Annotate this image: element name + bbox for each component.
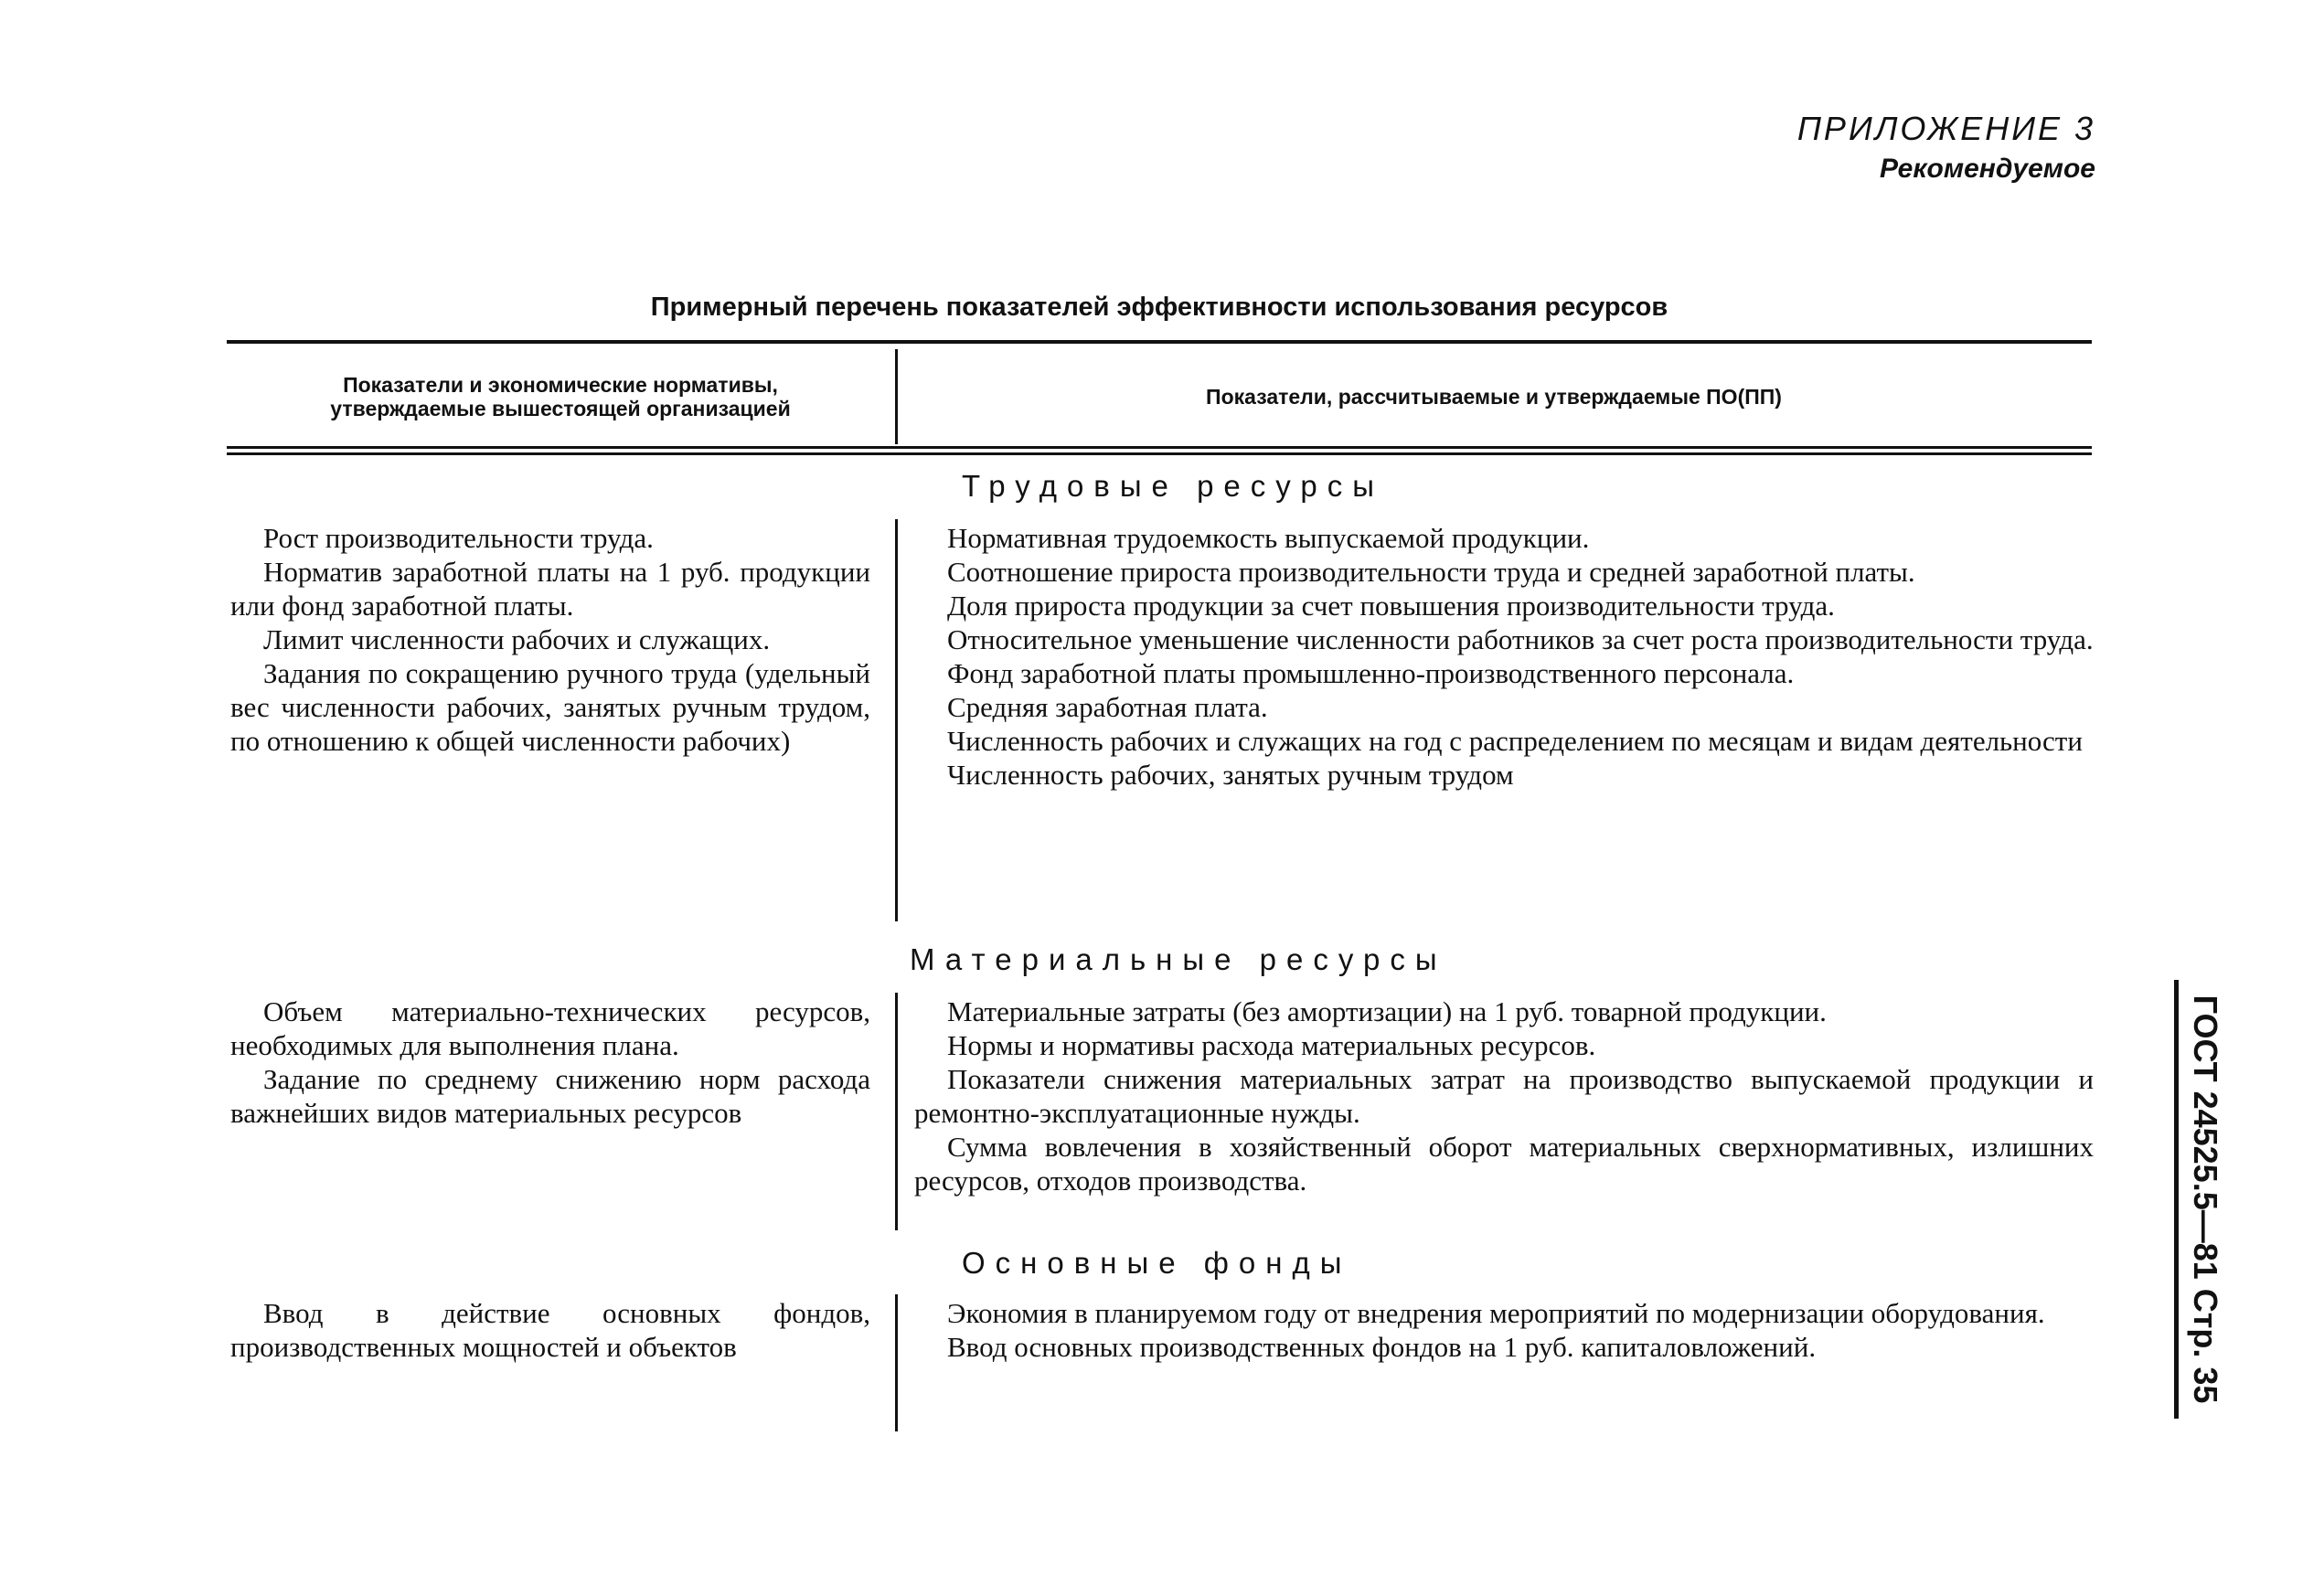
labor-right-item: Численность рабочих и служащих на год с распределением по месяцам и видам деятельности — [947, 725, 2083, 757]
header-rule-2 — [227, 452, 2092, 455]
appendix-header — [1797, 108, 2095, 188]
document-title: Примерный перечень показателей эффективности использования ресурсов — [650, 293, 1668, 322]
header-left-line2: утверждаемые вышестоящей организацией — [330, 397, 791, 420]
table-header — [227, 349, 2092, 444]
labor-right-item: Численность рабочих, занятых ручным трудом — [947, 759, 1514, 791]
material-left-item: Объем материально-технических ресурсов, необходимых для выполнения плана. — [230, 995, 870, 1061]
section-heading-labor: Трудовые ресурсы — [962, 469, 1384, 503]
gost-page-label — [2174, 980, 2238, 1419]
material-right-column — [914, 995, 2094, 1197]
labor-left-column — [230, 521, 870, 758]
labor-right-item: Средняя заработная плата. — [947, 691, 1268, 723]
table-top-rule — [227, 340, 2092, 344]
assets-right-item: Экономия в планируемом году от внедрения мероприятий по модернизации оборудования. — [947, 1297, 2045, 1329]
labor-right-item: Соотношение прироста производительности труда и средней заработной платы. — [947, 556, 1915, 588]
appendix-subtitle: Рекомендуемое — [1880, 154, 2095, 184]
material-right-item: Нормы и нормативы расхода материальных ресурсов. — [947, 1029, 1596, 1061]
labor-right-item: Фонд заработной платы промышленно-производственного персонала. — [947, 657, 1795, 689]
labor-right-item: Доля прироста продукции за счет повышения производительности труда. — [947, 590, 1835, 622]
material-divider — [895, 993, 898, 1230]
material-right-item: Сумма вовлечения в хозяйственный оборот материальных сверхнормативных, излишних ресурсов, отходов производства. — [914, 1131, 2094, 1197]
header-rule-1 — [227, 446, 2092, 449]
material-right-item: Показатели снижения материальных затрат на производство выпускаемой продукции и ремонтно-эксплуатационные нужды. — [914, 1063, 2094, 1129]
assets-divider — [895, 1294, 898, 1431]
header-divider — [895, 349, 898, 444]
assets-left-column — [230, 1296, 870, 1364]
material-left-item: Задание по среднему снижению норм расхода важнейших видов материальных ресурсов — [230, 1063, 870, 1129]
header-left — [227, 349, 894, 444]
labor-right-item: Нормативная трудоемкость выпускаемой продукции. — [947, 522, 1590, 554]
section-heading-material: Материальные ресурсы — [910, 942, 1447, 976]
gost-label-text: ГОСТ 24525.5—81 Стр. 35 — [2187, 995, 2224, 1404]
assets-right-column — [914, 1296, 2094, 1364]
labor-right-item: Относительное уменьшение численности работников за счет роста производительности труда. — [947, 623, 2094, 655]
appendix-title: ПРИЛОЖЕНИЕ 3 — [1796, 110, 2095, 147]
labor-left-item: Норматив заработной платы на 1 руб. продукции или фонд заработной платы. — [230, 556, 870, 622]
material-right-item: Материальные затраты (без амортизации) на 1 руб. товарной продукции. — [947, 995, 1827, 1027]
header-left-line1: Показатели и экономические нормативы, — [343, 373, 778, 397]
labor-left-item: Задания по сокращению ручного труда (удельный вес численности рабочих, занятых ручным трудом, по отношению к общей численности рабочих) — [230, 657, 870, 757]
assets-right-item: Ввод основных производственных фондов на 1 руб. капиталовложений. — [947, 1331, 1817, 1363]
section-heading-fixed-assets: Основные фонды — [962, 1246, 1352, 1280]
labor-left-item: Рост производительности труда. — [263, 522, 654, 554]
labor-divider — [895, 519, 898, 921]
labor-left-item: Лимит численности рабочих и служащих. — [263, 623, 771, 655]
labor-right-column — [914, 521, 2094, 792]
gost-label-rule — [2174, 980, 2179, 1419]
material-left-column — [230, 995, 870, 1130]
assets-left-item: Ввод в действие основных фондов, производственных мощностей и объектов — [230, 1297, 870, 1363]
header-right: Показатели, рассчитываемые и утверждаемые ПО(ПП) — [1206, 384, 1782, 409]
